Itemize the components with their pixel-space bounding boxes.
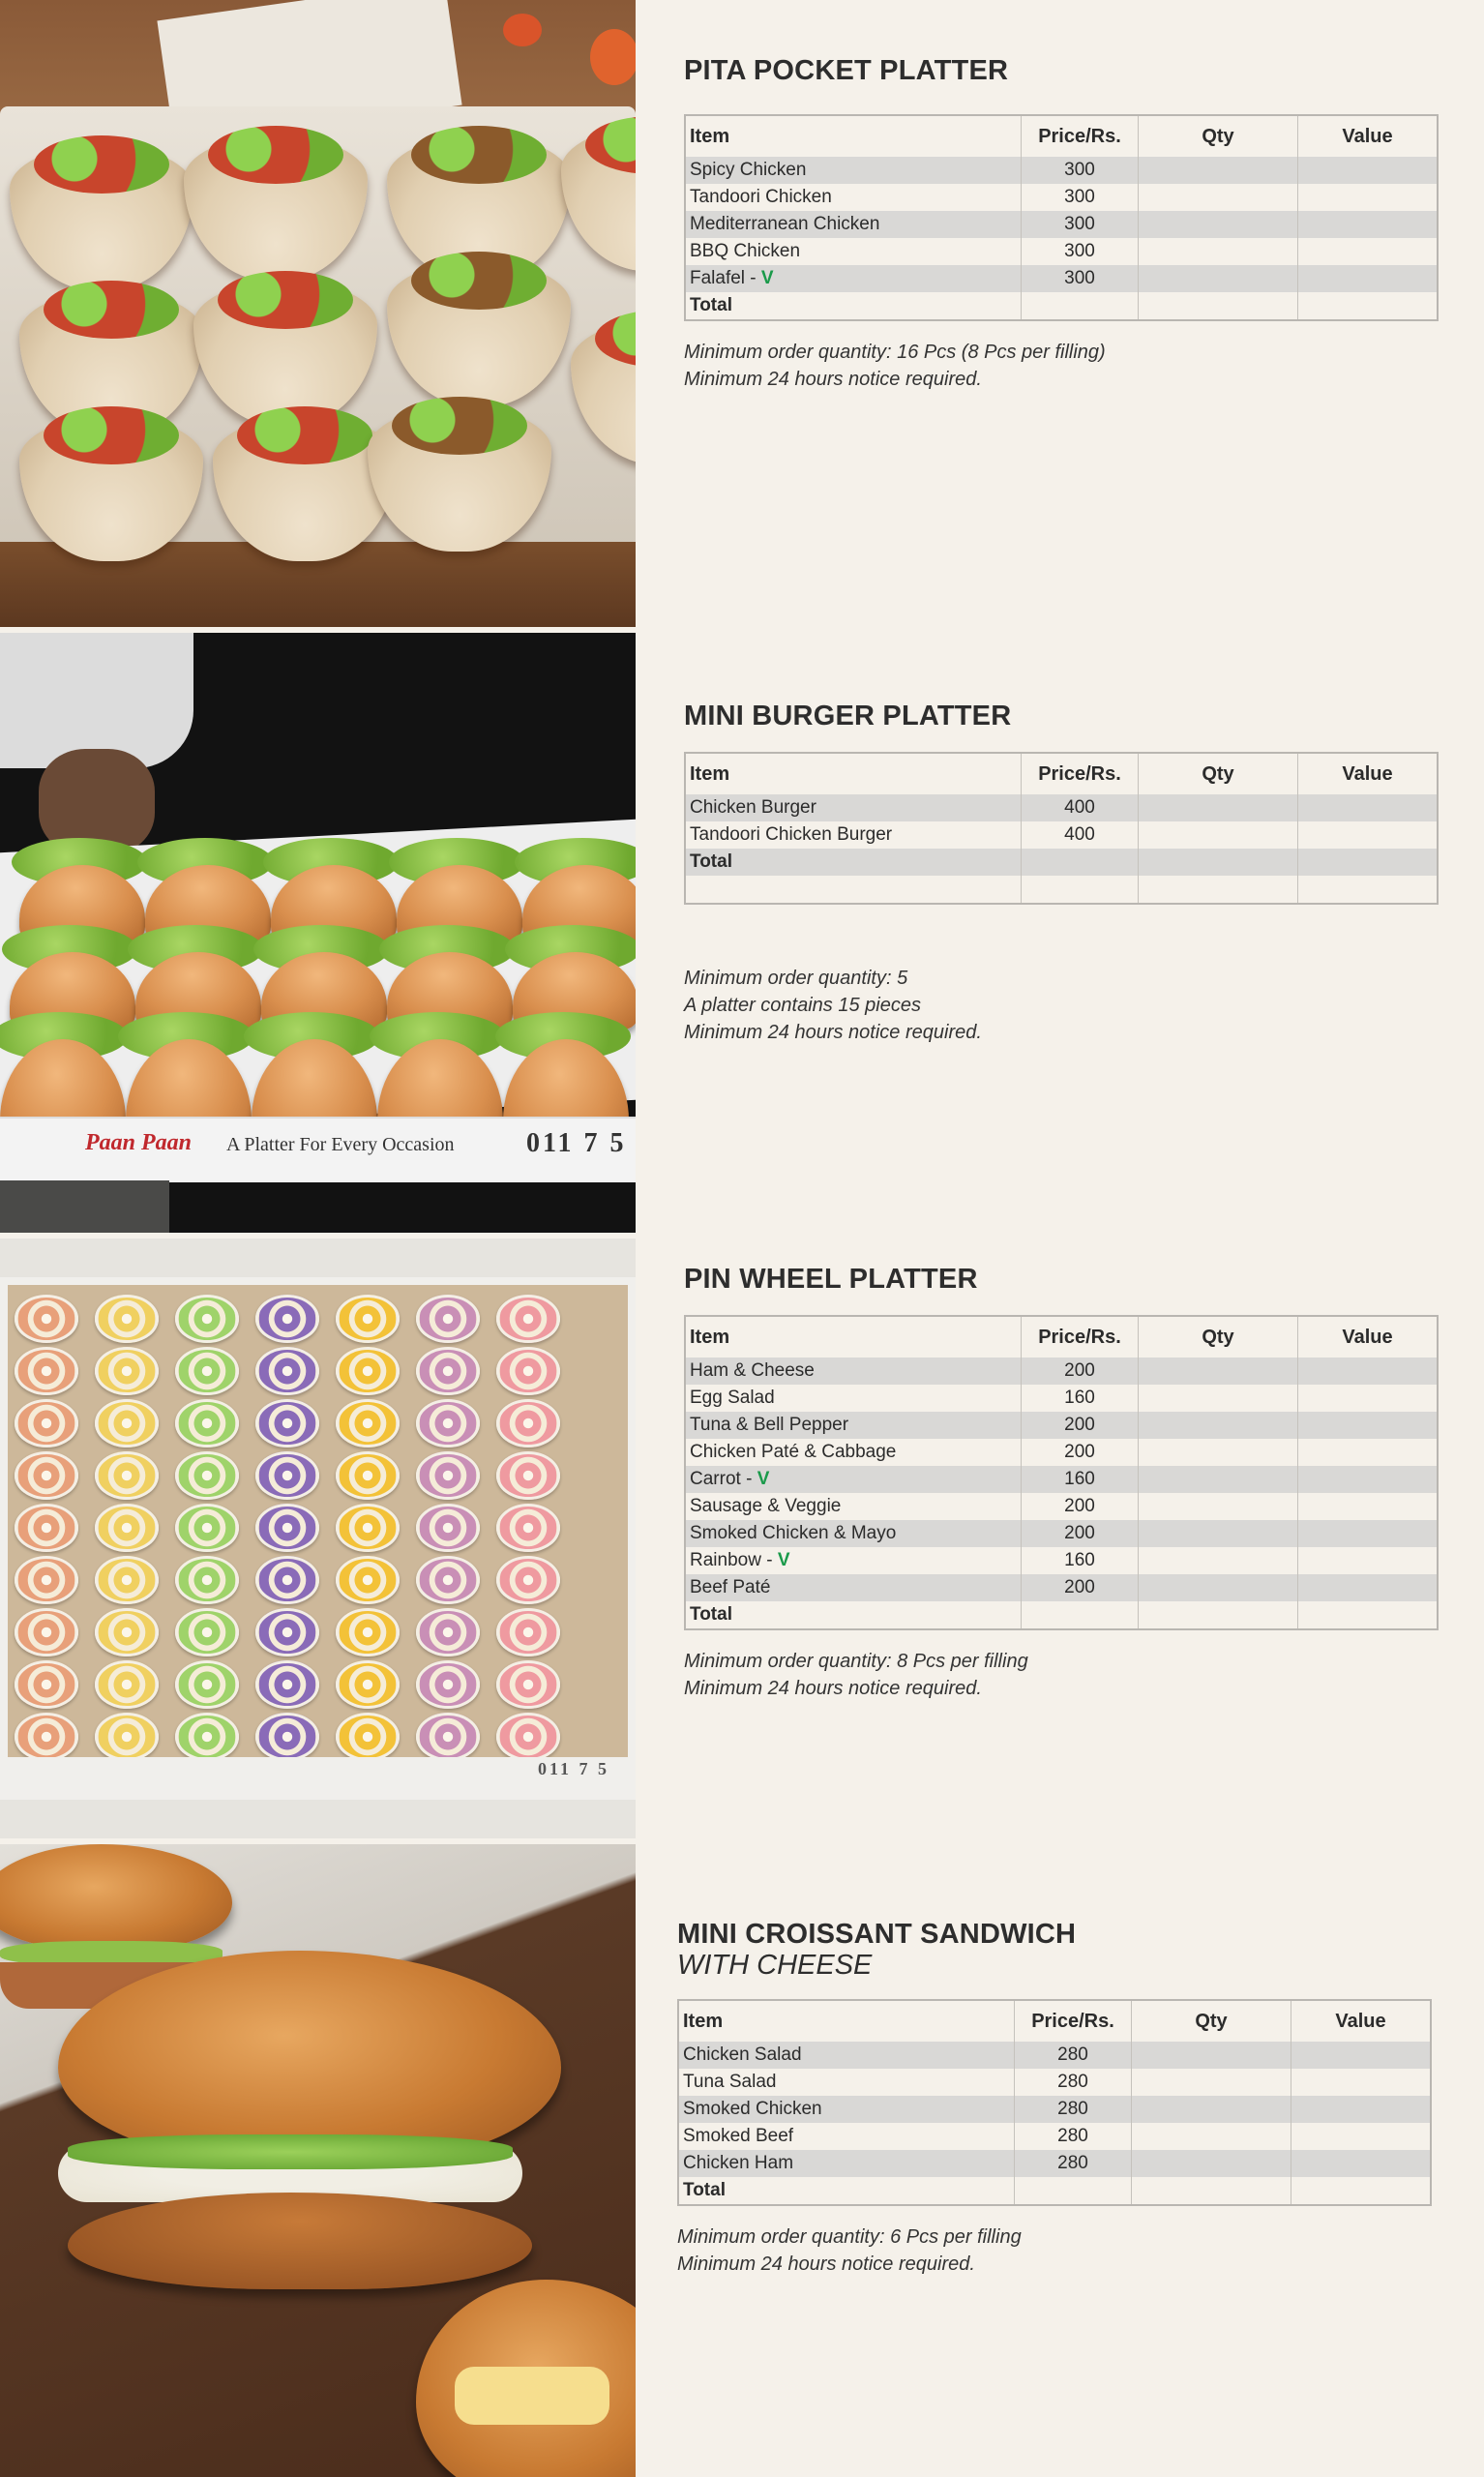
item-price: 160 (1022, 1547, 1139, 1574)
qty-cell[interactable] (1139, 1466, 1298, 1493)
table-row (685, 238, 1438, 265)
note-line: A platter contains 15 pieces (684, 995, 921, 1016)
pinwheel (255, 1556, 319, 1604)
vegetarian-mark: V (757, 1469, 770, 1489)
pinwheel (175, 1608, 239, 1656)
section-mini-burger-platter (684, 701, 1439, 1046)
pinwheel (496, 1451, 560, 1500)
pinwheel (496, 1713, 560, 1761)
blank-row (685, 876, 1438, 904)
item-price: 200 (1022, 1412, 1139, 1439)
col-header-value: Value (1298, 115, 1439, 157)
col-header-value: Value (1298, 1316, 1439, 1358)
total-label: Total (678, 2177, 1015, 2205)
mini-burger-platter-photo (0, 633, 636, 1233)
item-price: 200 (1022, 1439, 1139, 1466)
value-cell[interactable] (1298, 1547, 1439, 1574)
pinwheel (175, 1504, 239, 1552)
item-name: Spicy Chicken (685, 157, 1022, 184)
qty-cell[interactable] (1132, 2150, 1291, 2177)
table-row (685, 184, 1438, 211)
pinwheel (416, 1347, 480, 1395)
item-price: 400 (1022, 794, 1139, 821)
total-value-cell[interactable] (1291, 2177, 1432, 2205)
pinwheel (336, 1295, 400, 1343)
note-line: Minimum 24 hours notice required. (684, 369, 982, 390)
item-name: Tuna & Bell Pepper (685, 1412, 1022, 1439)
table-row (685, 157, 1438, 184)
pinwheel (496, 1504, 560, 1552)
item-name: BBQ Chicken (685, 238, 1022, 265)
pinwheel (416, 1295, 480, 1343)
section-mini-croissant-sandwich (677, 1919, 1432, 2278)
pinwheel (15, 1504, 78, 1552)
pinwheel (95, 1608, 159, 1656)
qty-cell[interactable] (1139, 265, 1298, 292)
pinwheel (255, 1347, 319, 1395)
pinwheel (95, 1399, 159, 1447)
item-name: Carrot - V (685, 1466, 1022, 1493)
note-line: Minimum order quantity: 16 Pcs (8 Pcs per filling) (684, 342, 1106, 363)
pinwheel (175, 1295, 239, 1343)
burger-tray-tagline: A Platter For Every Occasion (226, 1134, 455, 1155)
pinwheel (255, 1504, 319, 1552)
menu-table (684, 1315, 1439, 1630)
order-notes (684, 965, 1439, 1046)
col-header-price: Price/Rs. (1022, 115, 1139, 157)
menu-table (684, 752, 1439, 905)
qty-cell[interactable] (1139, 1493, 1298, 1520)
qty-cell[interactable] (1139, 1412, 1298, 1439)
pinwheel (15, 1713, 78, 1761)
pinwheel (416, 1556, 480, 1604)
table-row (685, 1466, 1438, 1493)
item-name: Beef Paté (685, 1574, 1022, 1601)
pinwheel (15, 1451, 78, 1500)
item-name: Chicken Paté & Cabbage (685, 1439, 1022, 1466)
item-name: Chicken Salad (678, 2042, 1015, 2069)
item-price: 200 (1022, 1520, 1139, 1547)
total-row (685, 849, 1438, 876)
col-header-qty: Qty (1132, 2000, 1291, 2042)
pinwheel (336, 1399, 400, 1447)
pinwheel (416, 1451, 480, 1500)
total-qty-cell[interactable] (1132, 2177, 1291, 2205)
pinwheel (336, 1713, 400, 1761)
pinwheel (15, 1556, 78, 1604)
item-name: Falafel - V (685, 265, 1022, 292)
qty-cell[interactable] (1132, 2042, 1291, 2069)
note-line: Minimum 24 hours notice required. (684, 1022, 982, 1043)
pinwheel (255, 1713, 319, 1761)
item-price: 280 (1015, 2123, 1132, 2150)
value-cell[interactable] (1291, 2069, 1432, 2096)
qty-cell[interactable] (1132, 2123, 1291, 2150)
item-price: 300 (1022, 184, 1139, 211)
pinwheel (175, 1713, 239, 1761)
value-cell[interactable] (1298, 211, 1439, 238)
table-row (685, 1412, 1438, 1439)
item-name: Tuna Salad (678, 2069, 1015, 2096)
total-row (685, 1601, 1438, 1629)
value-cell[interactable] (1298, 157, 1439, 184)
item-price: 300 (1022, 238, 1139, 265)
note-line: Minimum order quantity: 5 (684, 968, 908, 989)
col-header-qty: Qty (1139, 753, 1298, 794)
value-cell[interactable] (1298, 821, 1439, 849)
pinwheel (336, 1556, 400, 1604)
value-cell[interactable] (1298, 1466, 1439, 1493)
item-price: 160 (1022, 1466, 1139, 1493)
pinwheel (255, 1451, 319, 1500)
section-title: PIN WHEEL PLATTER (684, 1264, 978, 1295)
item-price: 160 (1022, 1385, 1139, 1412)
pita-filling (237, 406, 372, 464)
value-cell[interactable] (1298, 1493, 1439, 1520)
section-pita-pocket-platter (684, 55, 1439, 393)
table-row (685, 1385, 1438, 1412)
pinwheel (336, 1451, 400, 1500)
pita-filling (411, 126, 547, 184)
table-row (678, 2069, 1431, 2096)
col-header-item: Item (685, 1316, 1022, 1358)
burger-tray-brand: Paan Paan (85, 1130, 193, 1155)
section-title: PITA POCKET PLATTER (684, 55, 1009, 86)
pita-filling (411, 252, 547, 310)
total-value-cell[interactable] (1298, 1601, 1439, 1629)
note-line: Minimum 24 hours notice required. (677, 2253, 975, 2275)
item-price: 400 (1022, 821, 1139, 849)
item-name: Egg Salad (685, 1385, 1022, 1412)
value-cell[interactable] (1298, 1412, 1439, 1439)
item-price: 300 (1022, 211, 1139, 238)
qty-cell[interactable] (1132, 2069, 1291, 2096)
qty-cell[interactable] (1139, 184, 1298, 211)
item-price: 280 (1015, 2069, 1132, 2096)
pinwheel (496, 1608, 560, 1656)
total-row (678, 2177, 1431, 2205)
item-price: 300 (1022, 265, 1139, 292)
pinwheel (255, 1399, 319, 1447)
qty-cell[interactable] (1139, 211, 1298, 238)
table-row (685, 821, 1438, 849)
col-header-item: Item (678, 2000, 1015, 2042)
value-cell[interactable] (1298, 1574, 1439, 1601)
item-price: 280 (1015, 2096, 1132, 2123)
qty-cell[interactable] (1139, 1574, 1298, 1601)
pita-platter-photo (0, 0, 636, 627)
section-title: MINI BURGER PLATTER (684, 701, 1012, 731)
section-pin-wheel-platter (684, 1264, 1439, 1702)
table-row (678, 2096, 1431, 2123)
pinwheel (175, 1347, 239, 1395)
pita-filling (218, 271, 353, 329)
item-name: Tandoori Chicken Burger (685, 821, 1022, 849)
item-name: Smoked Chicken (678, 2096, 1015, 2123)
pinwheel (95, 1504, 159, 1552)
col-header-item: Item (685, 115, 1022, 157)
pinwheel (15, 1347, 78, 1395)
item-price: 280 (1015, 2042, 1132, 2069)
pinwheel (255, 1608, 319, 1656)
menu-table (677, 1999, 1432, 2206)
value-cell[interactable] (1298, 1520, 1439, 1547)
pinwheel (416, 1608, 480, 1656)
table-row (685, 794, 1438, 821)
item-price: 280 (1015, 2150, 1132, 2177)
order-notes (684, 339, 1439, 393)
pinwheel (15, 1608, 78, 1656)
col-header-price: Price/Rs. (1022, 1316, 1139, 1358)
value-cell[interactable] (1298, 1385, 1439, 1412)
total-qty-cell[interactable] (1139, 292, 1298, 320)
col-header-value: Value (1291, 2000, 1432, 2042)
pinwheel (15, 1295, 78, 1343)
item-price: 300 (1022, 157, 1139, 184)
pinwheel (336, 1504, 400, 1552)
qty-cell[interactable] (1139, 238, 1298, 265)
qty-cell[interactable] (1139, 1439, 1298, 1466)
order-notes (684, 1648, 1439, 1702)
pinwheel (15, 1399, 78, 1447)
pinwheel (416, 1504, 480, 1552)
table-row (678, 2150, 1431, 2177)
pinwheel (496, 1399, 560, 1447)
note-line: Minimum order quantity: 6 Pcs per filling (677, 2226, 1022, 2248)
qty-cell[interactable] (1139, 821, 1298, 849)
table-row (685, 265, 1438, 292)
pinwheel (95, 1347, 159, 1395)
table-row (685, 1358, 1438, 1385)
item-name: Smoked Chicken & Mayo (685, 1520, 1022, 1547)
total-value-cell[interactable] (1298, 849, 1439, 876)
pita-filling (392, 397, 527, 455)
pinwheel (416, 1713, 480, 1761)
menu-table (684, 114, 1439, 321)
value-cell[interactable] (1298, 184, 1439, 211)
section-title: MINI CROISSANT SANDWICH (677, 1919, 1077, 1950)
col-header-value: Value (1298, 753, 1439, 794)
item-name: Sausage & Veggie (685, 1493, 1022, 1520)
order-notes (677, 2223, 1432, 2278)
croissant-sandwich-photo (0, 1844, 636, 2477)
value-cell[interactable] (1291, 2150, 1432, 2177)
pinwheel (416, 1660, 480, 1709)
note-line: Minimum 24 hours notice required. (684, 1678, 982, 1699)
pinwheel-platter-photo (0, 1238, 636, 1838)
section-subtitle: WITH CHEESE (677, 1950, 873, 1981)
qty-cell[interactable] (1139, 1547, 1298, 1574)
item-name: Smoked Beef (678, 2123, 1015, 2150)
item-name: Chicken Burger (685, 794, 1022, 821)
total-value-cell[interactable] (1298, 292, 1439, 320)
pinwheel-tray-phone: 011 7 5 (538, 1759, 610, 1778)
pinwheel (496, 1347, 560, 1395)
pinwheel (175, 1399, 239, 1447)
item-name: Mediterranean Chicken (685, 211, 1022, 238)
value-cell[interactable] (1298, 1439, 1439, 1466)
value-cell[interactable] (1298, 794, 1439, 821)
item-name: Ham & Cheese (685, 1358, 1022, 1385)
table-row (678, 2042, 1431, 2069)
vegetarian-mark: V (760, 268, 774, 288)
table-row (685, 1493, 1438, 1520)
pinwheel (336, 1347, 400, 1395)
pita-filling (34, 135, 169, 194)
qty-cell[interactable] (1139, 157, 1298, 184)
table-row (678, 2123, 1431, 2150)
item-name: Chicken Ham (678, 2150, 1015, 2177)
value-cell[interactable] (1298, 1358, 1439, 1385)
pita-filling (208, 126, 343, 184)
table-row (685, 1520, 1438, 1547)
col-header-price: Price/Rs. (1015, 2000, 1132, 2042)
pinwheel (255, 1295, 319, 1343)
total-row (685, 292, 1438, 320)
item-price: 200 (1022, 1358, 1139, 1385)
value-cell[interactable] (1291, 2096, 1432, 2123)
item-price: 200 (1022, 1493, 1139, 1520)
pinwheel (175, 1556, 239, 1604)
col-header-item: Item (685, 753, 1022, 794)
burger-tray-phone: 011 7 5 (526, 1128, 627, 1158)
qty-cell[interactable] (1139, 1520, 1298, 1547)
table-row (685, 1547, 1438, 1574)
table-row (685, 211, 1438, 238)
pita-filling (44, 406, 179, 464)
pinwheel (336, 1608, 400, 1656)
pinwheel (95, 1713, 159, 1761)
qty-cell[interactable] (1139, 1385, 1298, 1412)
pinwheel (95, 1451, 159, 1500)
pinwheel (336, 1660, 400, 1709)
item-price: 200 (1022, 1574, 1139, 1601)
value-cell[interactable] (1298, 265, 1439, 292)
item-name: Tandoori Chicken (685, 184, 1022, 211)
qty-cell[interactable] (1132, 2096, 1291, 2123)
pinwheel (95, 1660, 159, 1709)
vegetarian-mark: V (777, 1550, 790, 1570)
item-name: Rainbow - V (685, 1547, 1022, 1574)
pinwheel (15, 1660, 78, 1709)
col-header-qty: Qty (1139, 1316, 1298, 1358)
total-label: Total (685, 292, 1022, 320)
total-qty-cell[interactable] (1139, 1601, 1298, 1629)
pinwheel (255, 1660, 319, 1709)
pinwheel (175, 1451, 239, 1500)
pinwheel (95, 1556, 159, 1604)
qty-cell[interactable] (1139, 794, 1298, 821)
pinwheel (416, 1399, 480, 1447)
pita-filling (44, 281, 179, 339)
note-line: Minimum order quantity: 8 Pcs per filling (684, 1651, 1028, 1672)
pinwheel (496, 1556, 560, 1604)
value-cell[interactable] (1298, 238, 1439, 265)
total-label: Total (685, 849, 1022, 876)
total-qty-cell[interactable] (1139, 849, 1298, 876)
pinwheel (496, 1295, 560, 1343)
col-header-price: Price/Rs. (1022, 753, 1139, 794)
value-cell[interactable] (1291, 2123, 1432, 2150)
total-label: Total (685, 1601, 1022, 1629)
value-cell[interactable] (1291, 2042, 1432, 2069)
table-row (685, 1439, 1438, 1466)
table-row (685, 1574, 1438, 1601)
pinwheel (496, 1660, 560, 1709)
qty-cell[interactable] (1139, 1358, 1298, 1385)
col-header-qty: Qty (1139, 115, 1298, 157)
pinwheel (175, 1660, 239, 1709)
pinwheel (95, 1295, 159, 1343)
